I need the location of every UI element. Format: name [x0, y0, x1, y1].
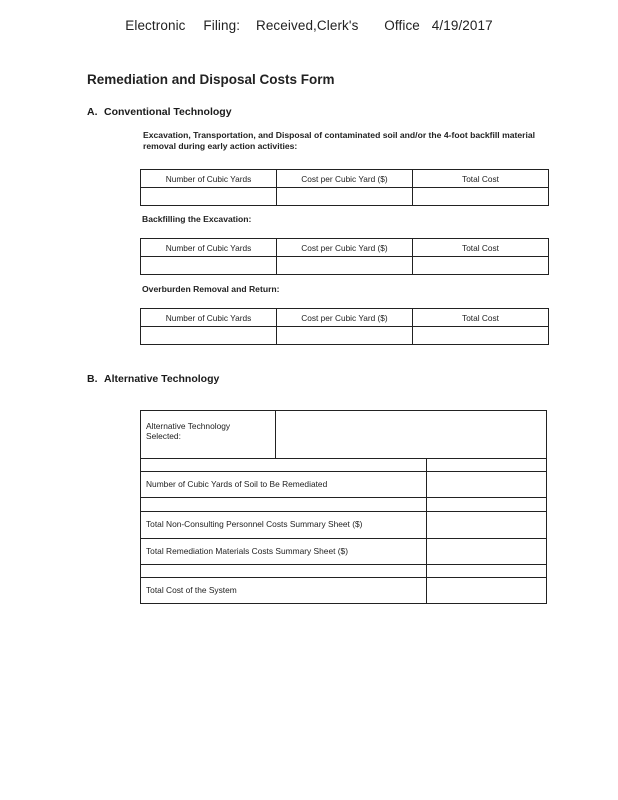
- total-system-cost-label: Total Cost of the System: [146, 585, 237, 595]
- form-title: Remediation and Disposal Costs Form: [87, 72, 335, 87]
- alternative-technology-selected-label: Alternative Technology Selected:: [146, 421, 231, 441]
- materials-costs-field[interactable]: [428, 539, 546, 563]
- row-divider: [141, 564, 546, 565]
- section-a-heading: [87, 106, 232, 118]
- section-a-title: Conventional Technology: [104, 106, 232, 118]
- cubic-yards-remediated-label: Number of Cubic Yards of Soil to Be Remediated: [146, 479, 328, 489]
- personnel-costs-label: Total Non-Consulting Personnel Costs Summary Sheet ($): [146, 519, 363, 529]
- col-header-cubic-yards: Number of Cubic Yards: [141, 239, 277, 257]
- personnel-costs-field[interactable]: [428, 512, 546, 537]
- row-divider: [141, 458, 546, 459]
- col-header-total-cost: Total Cost: [413, 170, 549, 188]
- cost-per-yard-field[interactable]: [277, 327, 413, 345]
- col-header-total-cost: Total Cost: [413, 239, 549, 257]
- header-filing: Filing:: [203, 18, 241, 33]
- cubic-yards-field[interactable]: [141, 327, 277, 345]
- total-system-cost-field[interactable]: [428, 578, 546, 603]
- section-a-letter: A.: [87, 106, 98, 118]
- excavation-cost-table: [140, 169, 549, 206]
- header-received: Received,Clerk's: [255, 18, 359, 33]
- section-b-heading: [87, 373, 219, 385]
- backfilling-cost-table: [140, 238, 549, 275]
- overburden-subheading: Overburden Removal and Return:: [142, 284, 280, 294]
- alternative-technology-table: [140, 410, 547, 604]
- section-a-description: Excavation, Transportation, and Disposal of contaminated soil and/or the 4-foot backfill material removal during early action activities:: [143, 130, 536, 151]
- col-header-cubic-yards: Number of Cubic Yards: [141, 309, 277, 327]
- col-header-cost-per-yard: Cost per Cubic Yard ($): [277, 309, 413, 327]
- cubic-yards-remediated-field[interactable]: [428, 472, 546, 496]
- cost-per-yard-field[interactable]: [277, 257, 413, 275]
- cell-divider: [275, 411, 276, 458]
- col-header-cubic-yards: Number of Cubic Yards: [141, 170, 277, 188]
- section-b-letter: B.: [87, 373, 98, 385]
- section-b-title: Alternative Technology: [104, 373, 220, 385]
- cubic-yards-field[interactable]: [141, 257, 277, 275]
- total-cost-field[interactable]: [413, 257, 549, 275]
- cubic-yards-field[interactable]: [141, 188, 277, 206]
- backfilling-subheading: Backfilling the Excavation:: [142, 214, 252, 224]
- col-header-total-cost: Total Cost: [413, 309, 549, 327]
- total-cost-field[interactable]: [413, 327, 549, 345]
- total-cost-field[interactable]: [413, 188, 549, 206]
- header-date: 4/19/2017: [431, 18, 493, 33]
- overburden-cost-table: [140, 308, 549, 345]
- alternative-technology-selected-field[interactable]: [277, 412, 545, 457]
- filing-stamp-header: [0, 18, 618, 33]
- header-office: Office: [384, 18, 420, 33]
- header-electronic: Electronic: [125, 18, 186, 33]
- cost-per-yard-field[interactable]: [277, 188, 413, 206]
- col-header-cost-per-yard: Cost per Cubic Yard ($): [277, 239, 413, 257]
- row-divider: [141, 497, 546, 498]
- cell-divider: [426, 458, 427, 604]
- col-header-cost-per-yard: Cost per Cubic Yard ($): [277, 170, 413, 188]
- materials-costs-label: Total Remediation Materials Costs Summary Sheet ($): [146, 546, 349, 556]
